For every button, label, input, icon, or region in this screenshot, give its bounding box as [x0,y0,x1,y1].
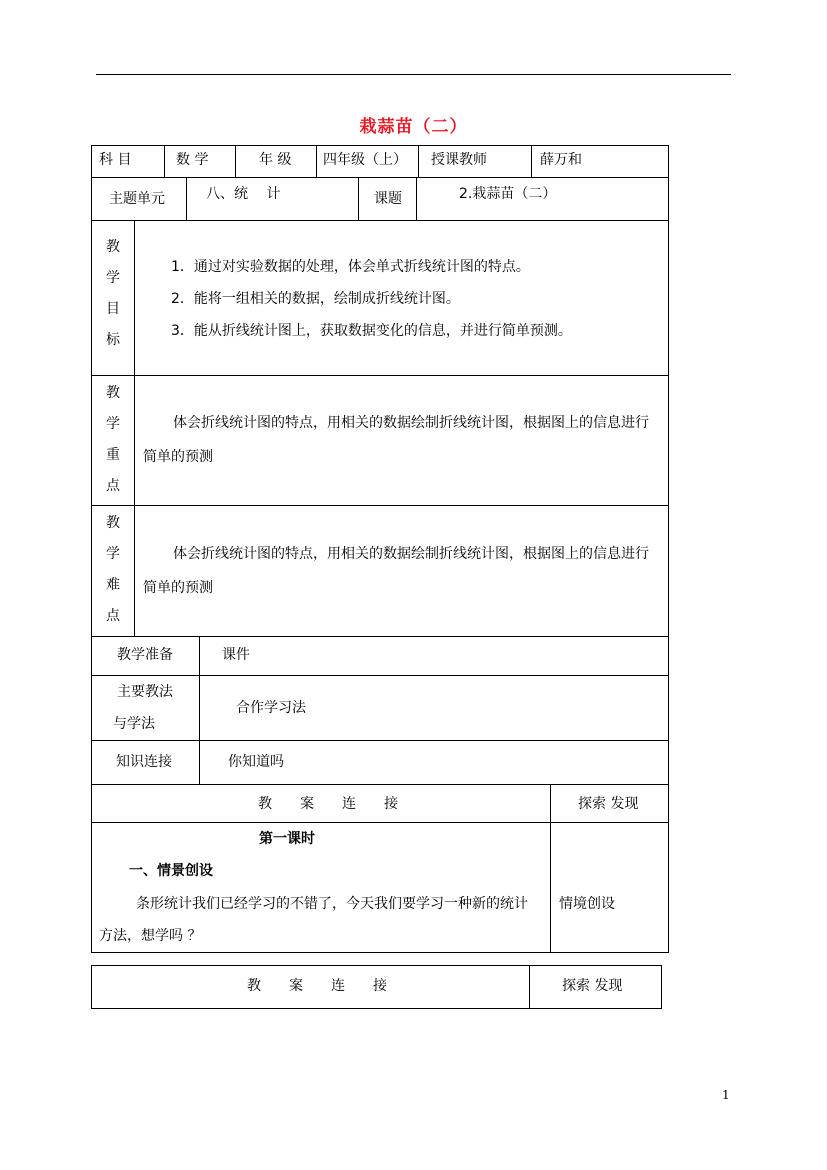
teacher-value: 薛万和 [540,152,582,168]
plan-header-right-2: 探索 发现 [562,978,623,994]
divider [418,145,419,178]
divider [91,177,669,178]
divider [91,636,669,637]
topic-label: 课题 [374,191,402,207]
knowledge-value: 你知道吗 [228,754,284,770]
divider [235,145,236,178]
unit-value: 八、统 计 [206,186,281,202]
difficulties-text-cont: 简单的预测 [143,580,213,596]
divider [91,675,669,676]
teacher-label: 授课教师 [431,152,487,168]
divider [91,505,669,506]
lesson-text-cont: 方法，想学吗 ？ [99,928,202,944]
preparation-label: 教学准备 [117,647,173,663]
knowledge-label: 知识连接 [116,754,172,770]
goal-item: 1．通过对实验数据的处理，体会单式折线统计图的特点。 [171,259,530,275]
divider [316,145,317,178]
divider [91,220,669,221]
difficulties-label: 教学难点 [106,515,120,624]
divider [91,740,669,741]
divider [199,636,200,784]
plan-header-left-2: 教 案 连 接 [247,978,387,994]
lesson-period: 第一课时 [259,831,315,847]
grade-value: 四年级（上） [323,152,407,168]
topic-value: 2.栽蒜苗（二） [459,186,557,202]
preparation-value: 课件 [222,647,250,663]
difficulties-text: 体会折线统计图的特点，用相关的数据绘制折线统计图，根据图上的信息进行 [173,546,649,562]
divider [550,784,551,953]
divider [186,177,187,221]
key-points-label: 教学重点 [106,385,120,494]
plan-header-right: 探索 发现 [578,796,639,812]
subject-label: 科 目 [99,152,132,168]
goal-item: 2．能将一组相关的数据，绘制成折线统计图。 [171,291,460,307]
divider [416,177,417,221]
lesson-right-note: 情境创设 [559,896,615,912]
divider [164,145,165,178]
divider [531,145,532,178]
divider [91,784,669,785]
header-rule [96,74,731,75]
methods-label-cont: 与学法 [113,716,155,732]
goals-label: 教学目标 [106,239,120,348]
subject-value: 数 学 [176,152,209,168]
grade-label: 年 级 [259,152,292,168]
goal-item: 3．能从折线统计图上，获取数据变化的信息，并进行简单预测。 [171,323,572,339]
key-points-text-cont: 简单的预测 [143,449,213,465]
divider [358,177,359,221]
lesson-text: 条形统计我们已经学习的不错了，今天我们要学习一种新的统计 [136,896,528,912]
key-points-text: 体会折线统计图的特点，用相关的数据绘制折线统计图，根据图上的信息进行 [173,415,649,431]
methods-label: 主要教法 [117,684,173,700]
document-title: 栽蒜苗（二） [359,117,468,137]
divider [91,375,669,376]
lesson-section-heading: 一、情景创设 [129,863,213,879]
unit-label: 主题单元 [109,191,165,207]
divider [91,822,669,823]
divider [529,965,530,1009]
methods-value: 合作学习法 [236,700,306,716]
plan-header-left: 教 案 连 接 [258,796,398,812]
divider [134,220,135,636]
page-number: 1 [722,1088,730,1102]
